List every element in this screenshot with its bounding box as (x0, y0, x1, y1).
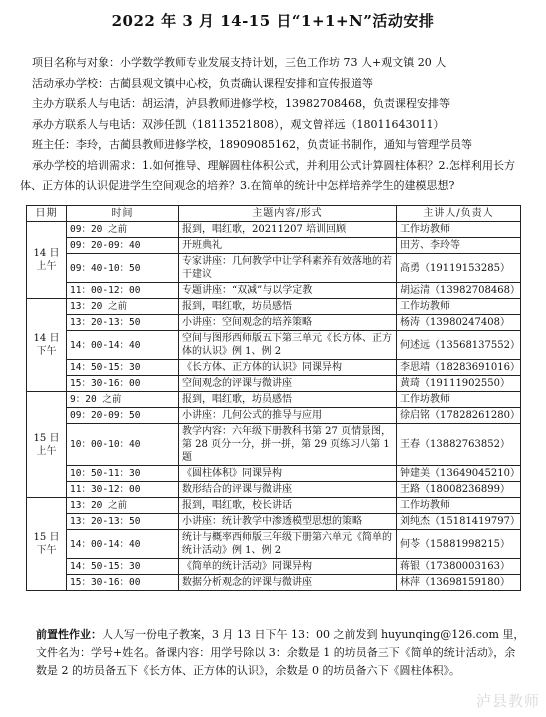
topic-cell: 专家讲座：几何教学中让学科素养有效落地的若干建议 (179, 254, 397, 283)
time-cell: 9：20 之前 (67, 392, 179, 408)
header-topic: 主题内容/形式 (179, 206, 397, 222)
topic-cell: 《长方体、正方体的认识》同课异构 (179, 360, 397, 376)
table-row (27, 498, 521, 514)
topic-cell: 教学内容：六年级下册教科书第 27 页情景图，第 28 页分一分，拼一拼，第 29 页练习八第 1 题 (179, 424, 397, 466)
schedule-body (27, 222, 521, 591)
info-section (20, 53, 535, 197)
table-row (27, 315, 521, 331)
table-row (27, 360, 521, 376)
topic-cell: 报到，唱红歌，坊员感悟 (179, 299, 397, 315)
speaker-cell: 田芳、李玲等 (397, 238, 521, 254)
topic-cell: 报到，唱红歌，坊员感悟 (179, 392, 397, 408)
topic-cell: 空间与图形西师版五下第三单元《长方体、正方体的认识》例 1、例 2 (179, 331, 397, 360)
date-cell-line: 14 日 (33, 333, 60, 344)
header-date: 日期 (27, 206, 67, 222)
topic-cell: 小讲座：几何公式的推导与应用 (179, 408, 397, 424)
time-cell: 13：20-13：50 (67, 514, 179, 530)
date-cell-line: 15 日 (33, 532, 60, 543)
speaker-cell: 高勇（19119153285） (397, 254, 521, 283)
header-speaker: 主讲人/负责人 (397, 206, 521, 222)
table-row (27, 575, 521, 591)
table-row (27, 222, 521, 238)
time-cell: 13：20 之前 (67, 299, 179, 315)
prework-text: 人人写一份电子教案，3 月 13 日下午 13：00 之前发到 huyunqing@126.com 里，文件名为：学号+姓名。备课内容：用学号除以 3：余数是 1 的坊员备三下《简单的统计活动》，余数是 2 的坊员备五下《长方体、正方体的认识》，余数是 0 的坊员备六下《圆柱体积》。 (36, 628, 525, 677)
time-cell: 14：50-15：30 (67, 559, 179, 575)
table-row (27, 408, 521, 424)
speaker-cell: 蒋银（17380003163） (397, 559, 521, 575)
speaker-cell: 黄琦（19111902550） (397, 376, 521, 392)
speaker-cell: 工作坊教师 (397, 498, 521, 514)
watermark-logo: 泸县教师 (475, 692, 540, 710)
table-row (27, 482, 521, 498)
speaker-cell: 何述远（13568137552） (397, 331, 521, 360)
topic-cell: 开班典礼 (179, 238, 397, 254)
speaker-cell: 林萍（13698159180） (397, 575, 521, 591)
page-title: 2022 年 3 月 14-15 日“1+1+N”活动安排 (111, 12, 435, 30)
speaker-cell: 刘纯杰（15181419797） (397, 514, 521, 530)
schedule-table (26, 205, 521, 591)
time-cell: 14：00-14：40 (67, 530, 179, 559)
organizer-contact-line: 主办方联系人与电话：胡运清，泸县教师进修学校，13982708468，负责课程安排等 (32, 97, 450, 110)
speaker-cell: 工作坊教师 (397, 222, 521, 238)
topic-cell: 数形结合的评课与微讲座 (179, 482, 397, 498)
header-time: 时间 (67, 206, 179, 222)
time-cell: 13：20 之前 (67, 498, 179, 514)
date-cell (27, 392, 67, 498)
date-cell-line: 上午 (36, 261, 57, 272)
topic-cell: 《圆柱体积》同课异构 (179, 466, 397, 482)
table-row (27, 466, 521, 482)
time-cell: 13：20-13：50 (67, 315, 179, 331)
speaker-cell: 工作坊教师 (397, 392, 521, 408)
topic-cell: 小讲座：空间观念的培养策略 (179, 315, 397, 331)
speaker-cell: 工作坊教师 (397, 299, 521, 315)
topic-cell: 专题讲座：“双减”与以学定教 (179, 283, 397, 299)
topic-cell: 报到，唱红歌，20211207 培训回顾 (179, 222, 397, 238)
topic-cell: 数据分析观念的评课与微讲座 (179, 575, 397, 591)
time-cell: 09：40-10：50 (67, 254, 179, 283)
table-row (27, 254, 521, 283)
table-row (27, 514, 521, 530)
topic-cell: 小讲座：统计教学中渗透模型思想的策略 (179, 514, 397, 530)
table-row (27, 238, 521, 254)
prework-label: 前置性作业： (36, 628, 102, 641)
time-cell: 15：30-16：00 (67, 376, 179, 392)
table-header-row (27, 206, 521, 222)
speaker-cell: 钟建美（13649045210） (397, 466, 521, 482)
host-contact-line: 承办方联系人与电话：双涉任凯（18113521808），观文曾祥远（18011643011） (32, 117, 445, 131)
date-cell-line: 下午 (36, 545, 57, 556)
time-cell: 09：20-09：40 (67, 238, 179, 254)
time-cell: 09：20 之前 (67, 222, 179, 238)
date-cell (27, 299, 67, 392)
speaker-cell: 何苓（15881998215） (397, 530, 521, 559)
time-cell: 15：30-16：00 (67, 575, 179, 591)
class-teacher-line: 班主任：李玲，古蔺县教师进修学校，18909085162，负责证书制作，通知与管理学员等 (32, 138, 472, 151)
time-cell: 11：00-12：00 (67, 283, 179, 299)
speaker-cell: 王春（13882763852） (397, 424, 521, 466)
topic-cell: 《简单的统计活动》同课异构 (179, 559, 397, 575)
topic-cell: 空间观念的评课与微讲座 (179, 376, 397, 392)
topic-cell: 统计与概率西师版三年级下册第六单元《简单的统计活动》例 1、例 2 (179, 530, 397, 559)
table-row (27, 559, 521, 575)
speaker-cell: 胡运清（13982708468） (397, 283, 521, 299)
table-row (27, 392, 521, 408)
table-row (27, 376, 521, 392)
speaker-cell: 李思靖（18283691016） (397, 360, 521, 376)
table-row (27, 283, 521, 299)
table-row (27, 299, 521, 315)
time-cell: 14：50-15：30 (67, 360, 179, 376)
topic-cell: 报到，唱红歌，校长讲话 (179, 498, 397, 514)
time-cell: 10：50-11：30 (67, 466, 179, 482)
speaker-cell: 徐启铭（17828261280） (397, 408, 521, 424)
speaker-cell: 王路（18008236899） (397, 482, 521, 498)
date-cell-line: 15 日 (33, 432, 60, 444)
date-cell-line: 上午 (36, 445, 57, 457)
training-needs-line: 承办学校的培训需求：1.如何推导、理解圆柱体积公式，并利用公式计算圆柱体积？2.怎样利用长方体、正方体的认识促进学生空间观念的培养？3.在简单的统计中怎样培养学生的建模思想? (20, 158, 515, 192)
prework-note (36, 626, 526, 680)
time-cell: 09：20-09：50 (67, 408, 179, 424)
date-cell-line: 下午 (36, 346, 57, 357)
date-cell (27, 498, 67, 591)
table-row (27, 424, 521, 466)
date-cell (27, 222, 67, 299)
project-line: 项目名称与对象：小学数学教师专业发展支持计划，三色工作坊 73 人+观文镇 20 人 (32, 56, 447, 69)
time-cell: 11：30-12：00 (67, 482, 179, 498)
time-cell: 14：00-14：40 (67, 331, 179, 360)
speaker-cell: 杨涛（13980247408） (397, 315, 521, 331)
date-cell-line: 14 日 (33, 248, 60, 259)
table-row (27, 530, 521, 559)
table-row (27, 331, 521, 360)
host-school-line: 活动承办学校：古蔺县观文镇中心校，负责确认课程安排和宣传报道等 (32, 76, 373, 90)
time-cell: 10：00-10：40 (67, 424, 179, 466)
